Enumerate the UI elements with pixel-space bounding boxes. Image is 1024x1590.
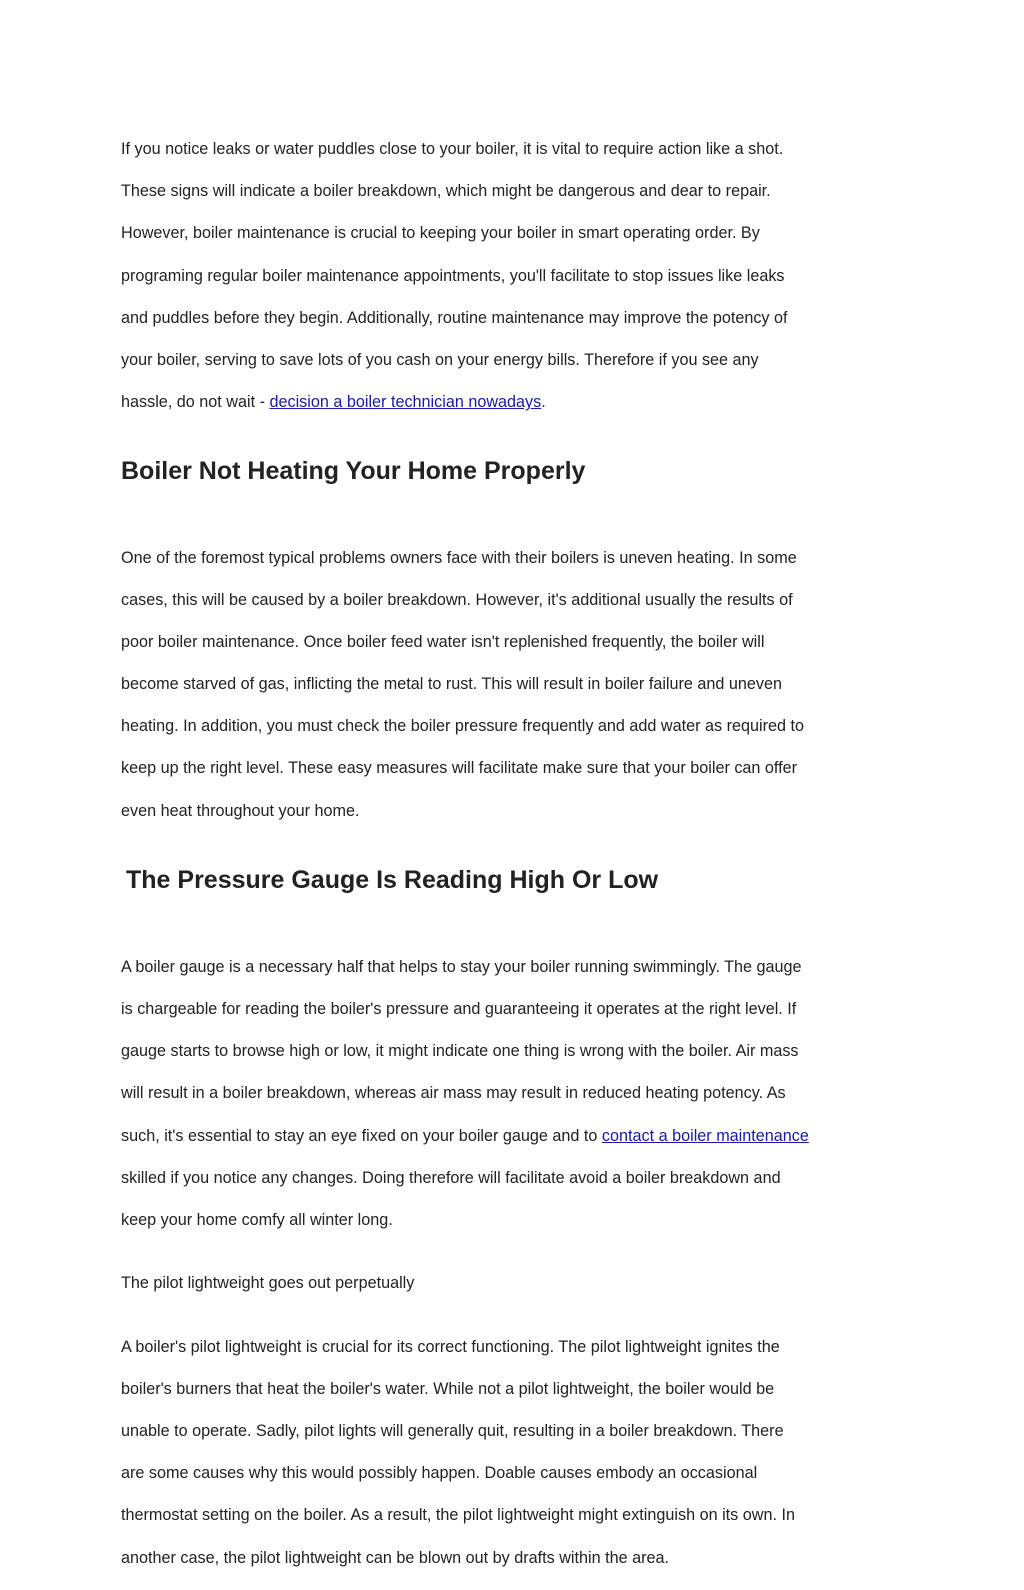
text-fragment: such, it's essential to stay an eye fixed on your boiler gauge and to (121, 1126, 602, 1145)
text-line: skilled if you notice any changes. Doing therefore will facilitate avoid a boiler breakdown and (121, 1168, 781, 1187)
text-line: A boiler's pilot lightweight is crucial for its correct functioning. The pilot lightweight ignites the (121, 1337, 780, 1356)
text-line: cases, this will be caused by a boiler breakdown. However, it's additional usually the results of (121, 590, 793, 609)
heading-boiler-not-heating: Boiler Not Heating Your Home Properly (121, 457, 586, 486)
text-line: One of the foremost typical problems owners face with their boilers is uneven heating. In some (121, 548, 797, 567)
text-line: your boiler, serving to save lots of you cash on your energy bills. Therefore if you see any (121, 351, 759, 370)
text-line: another case, the pilot lightweight can be blown out by drafts within the area. (121, 1548, 670, 1567)
text-line: heating. In addition, you must check the boiler pressure frequently and add water as required to (121, 717, 804, 736)
text-line: even heat throughout your home. (121, 801, 360, 820)
paragraph-boiler-leaks (121, 118, 911, 434)
text-line-with-link (121, 1126, 911, 1147)
text-line: poor boiler maintenance. Once boiler feed water isn't replenished frequently, the boiler will (121, 632, 765, 651)
text-fragment: hassle, do not wait - (121, 393, 270, 412)
text-line: keep up the right level. These easy measures will facilitate make sure that your boiler can offer (121, 759, 798, 778)
paragraph-pressure-gauge (121, 936, 911, 1252)
text-line: However, boiler maintenance is crucial to keeping your boiler in smart operating order. By (121, 224, 760, 243)
text-line: gauge starts to browse high or low, it might indicate one thing is wrong with the boiler. Air mass (121, 1042, 799, 1061)
text-line: is chargeable for reading the boiler's pressure and guaranteeing it operates at the right level. If (121, 1000, 797, 1019)
text-line: thermostat setting on the boiler. As a result, the pilot lightweight might extinguish on its own. In (121, 1506, 795, 1525)
text-line: The pilot lightweight goes out perpetually (121, 1274, 415, 1293)
text-line: keep your home comfy all winter long. (121, 1211, 393, 1230)
text-line: will result in a boiler breakdown, whereas air mass may result in reduced heating potency. As (121, 1084, 786, 1103)
text-line: unable to operate. Sadly, pilot lights will generally quit, resulting in a boiler breakdown. There (121, 1421, 784, 1440)
text-line: and puddles before they begin. Additionally, routine maintenance may improve the potency of (121, 308, 788, 327)
subheading-pilot-light (121, 1252, 911, 1315)
text-line: are some causes why this would possibly happen. Doable causes embody an occasional (121, 1464, 758, 1483)
text-line: If you notice leaks or water puddles close to your boiler, it is vital to require action like a shot. (121, 140, 784, 159)
document-page (121, 118, 911, 1590)
technician-link[interactable]: decision a boiler technician nowadays (269, 393, 542, 412)
text-line: become starved of gas, inflicting the metal to rust. This will result in boiler failure and uneven (121, 675, 783, 694)
text-line: programing regular boiler maintenance appointments, you'll facilitate to stop issues like leaks (121, 266, 785, 285)
text-line-with-link (121, 392, 911, 413)
paragraph-uneven-heating (121, 526, 911, 842)
text-fragment: . (541, 393, 546, 412)
text-line: These signs will indicate a boiler breakdown, which might be dangerous and dear to repair. (121, 182, 771, 201)
text-line: A boiler gauge is a necessary half that helps to stay your boiler running swimmingly. The gauge (121, 957, 802, 976)
paragraph-pilot-light (121, 1316, 911, 1590)
text-line: boiler's burners that heat the boiler's water. While not a pilot lightweight, the boiler would be (121, 1379, 775, 1398)
maintenance-contact-link[interactable]: contact a boiler maintenance (601, 1126, 809, 1145)
heading-pressure-gauge: The Pressure Gauge Is Reading High Or Low (126, 865, 659, 894)
